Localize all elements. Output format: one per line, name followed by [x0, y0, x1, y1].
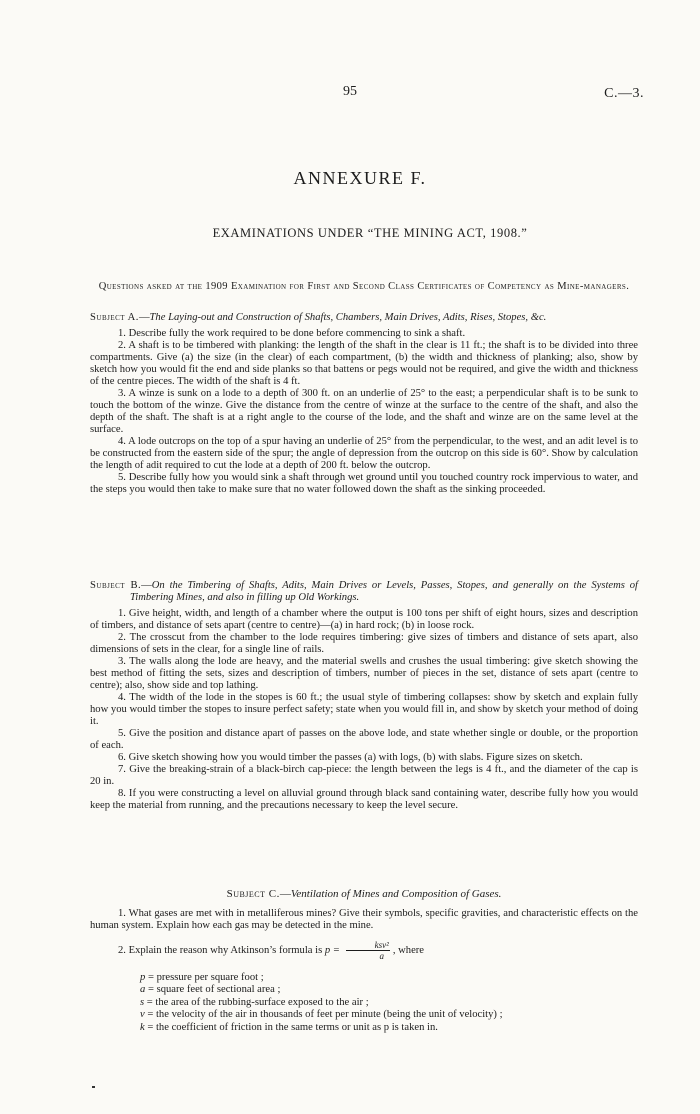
question-a4: 4. A lode outcrops on the top of a spur having an underlie of 25° from the perpendicular, to the west, and an adit level is to be constructed from the eastern side of the spur; the angle of depression from the outcrop on this side is 60°. Show by calculation the length of adit required to cut the lode at a depth of 200 ft. below the outcrop.	[90, 436, 638, 471]
definition-symbol: s	[140, 996, 145, 1008]
formula-lhs: p =	[324, 944, 340, 956]
definition-text: = the coefficient of friction in the same terms or unit as p is taken in.	[147, 1021, 438, 1033]
question-a1: 1. Describe fully the work required to be done before commencing to sink a shaft.	[118, 328, 466, 339]
definition-item	[140, 984, 638, 997]
question-c2-where: , where	[392, 944, 425, 956]
subject-a-heading: Subject A.—The Laying-out and Construction of Shafts, Chambers, Main Drives, Adits, Rises, Stopes, &c.	[90, 312, 547, 323]
definition-item	[140, 1022, 638, 1035]
definition-text: = square feet of sectional area ;	[147, 984, 281, 996]
formula-denominator: a	[379, 951, 384, 961]
question-b3: 3. The walls along the lode are heavy, and the material swells and crushes the usual timbering: give sketch showing the best method of fitting the sets, sizes and description of timbers, number of pieces in the set, distance of sets apart (centre to centre); also, show side and top lathing.	[90, 656, 638, 691]
subject-b-topic: On the Timbering of Shafts, Adits, Main Drives or Levels, Passes, Stopes, and generally on the Systems of Timbering Mines, and also in filling up Old Workings.	[130, 580, 638, 603]
formula-definitions	[140, 972, 638, 1035]
question-b4: 4. The width of the lode in the stopes is 60 ft.; the usual style of timbering collapses: show by sketch and explain fully how you would timber the stopes to insure perfect safety; state when you would fill in, and show by sketch your method of doing it.	[90, 692, 638, 727]
subject-a-label: Subject A.	[90, 312, 139, 323]
subject-c-topic: Ventilation of Mines and Composition of Gases.	[290, 888, 502, 900]
margin-mark	[92, 1086, 95, 1088]
questions-heading: Questions asked at the 1909 Examination for First and Second Class Certificates of Competency as Mine-managers.	[98, 281, 630, 292]
question-b1: 1. Give height, width, and length of a chamber where the output is 100 tons per shift of eight hours, sizes and description of timbers, and distance of sets apart (centre to centre)—(a) in hard rock; (b) in loose rock.	[90, 608, 638, 631]
subject-a-section	[90, 312, 638, 496]
section-subtitle: EXAMINATIONS UNDER “THE MINING ACT, 1908.”	[212, 226, 528, 240]
formula-numerator: ksv²	[346, 940, 390, 951]
subject-c-label: Subject C.	[226, 888, 280, 900]
definition-symbol: v	[140, 1009, 145, 1021]
subject-c-heading: Subject C.—Ventilation of Mines and Composition of Gases.	[226, 888, 502, 900]
page-number: 95	[343, 84, 357, 99]
question-a5: 5. Describe fully how you would sink a shaft through wet ground until you touched country rock impervious to water, and the steps you would then take to make sure that no water followed down the shaft as the sinking proceeded.	[90, 472, 638, 495]
subject-b-section	[90, 580, 638, 812]
definition-symbol: p	[140, 971, 146, 983]
atkinson-formula-fraction	[346, 940, 390, 961]
definition-symbol: k	[140, 1021, 145, 1033]
definition-symbol: a	[140, 984, 146, 996]
question-b6: 6. Give sketch showing how you would timber the passes (a) with logs, (b) with slabs. Figure sizes on sketch.	[118, 752, 583, 763]
definition-item	[140, 1009, 638, 1022]
question-b8: 8. If you were constructing a level on alluvial ground through black sand containing water, describe fully how you would keep the material from running, and the precautions necessary to keep the level secure.	[90, 788, 638, 811]
subject-a-topic: The Laying-out and Construction of Shafts, Chambers, Main Drives, Adits, Rises, Stopes, &c.	[149, 312, 547, 323]
annexure-title: ANNEXURE F.	[293, 168, 427, 188]
definition-text: = pressure per square foot ;	[147, 971, 264, 983]
definition-text: = the area of the rubbing-surface exposed to the air ;	[146, 996, 369, 1008]
question-b5: 5. Give the position and distance apart of passes on the above lode, and state whether single or double, or the proportion of each.	[90, 728, 638, 751]
question-c2-intro: 2. Explain the reason why Atkinson’s formula is	[118, 944, 323, 956]
question-c1: 1. What gases are met with in metalliferous mines? Give their symbols, specific gravities, and characteristic effects on the human system. Explain how each gas may be detected in the mine.	[90, 908, 638, 931]
question-b7: 7. Give the breaking-strain of a black-birch cap-piece: the length between the legs is 4 ft., and the diameter of the cap is 20 in.	[90, 764, 638, 787]
definition-text: = the velocity of the air in thousands of feet per minute (being the unit of velocity) ;	[147, 1009, 503, 1021]
subject-b-label: Subject B.	[90, 580, 142, 591]
question-a2: 2. A shaft is to be timbered with planking: the length of the shaft in the clear is 11 ft.; the shaft is to be divided into three compartments. Give (a) the size (in the clear) of each compartment, (b) the width and thickness of planking; also, show by sketch how you would fit the end and side planks so that battens or pegs would not be required, and give the width and thickness of the centre pieces. The width of the shaft is 4 ft.	[90, 340, 638, 387]
question-b2: 2. The crosscut from the chamber to the lode requires timbering: give sizes of timbers and distance of sets apart, also dimensions of sets in the clear, for a single line of rails.	[90, 632, 638, 655]
question-c2	[90, 940, 638, 961]
subject-c-section	[90, 888, 638, 1035]
question-a3: 3. A winze is sunk on a lode to a depth of 300 ft. on an underlie of 25° to the east; a perpendicular shaft is to be sunk to touch the bottom of the winze. Give the distance from the centre of winze at the surface to the centre of the shaft, and also the depth of the shaft. The shaft is at a right angle to the course of the lode, and the shaft and winze are on the same level at the surface.	[90, 388, 638, 435]
document-reference: C.—3.	[604, 86, 644, 101]
definition-item	[140, 997, 638, 1010]
definition-item	[140, 972, 638, 985]
subject-b-heading: Subject B.—On the Timbering of Shafts, Adits, Main Drives or Levels, Passes, Stopes, and generally on the Systems of Timbering Mines, and also in filling up Old Workings.	[90, 580, 638, 603]
